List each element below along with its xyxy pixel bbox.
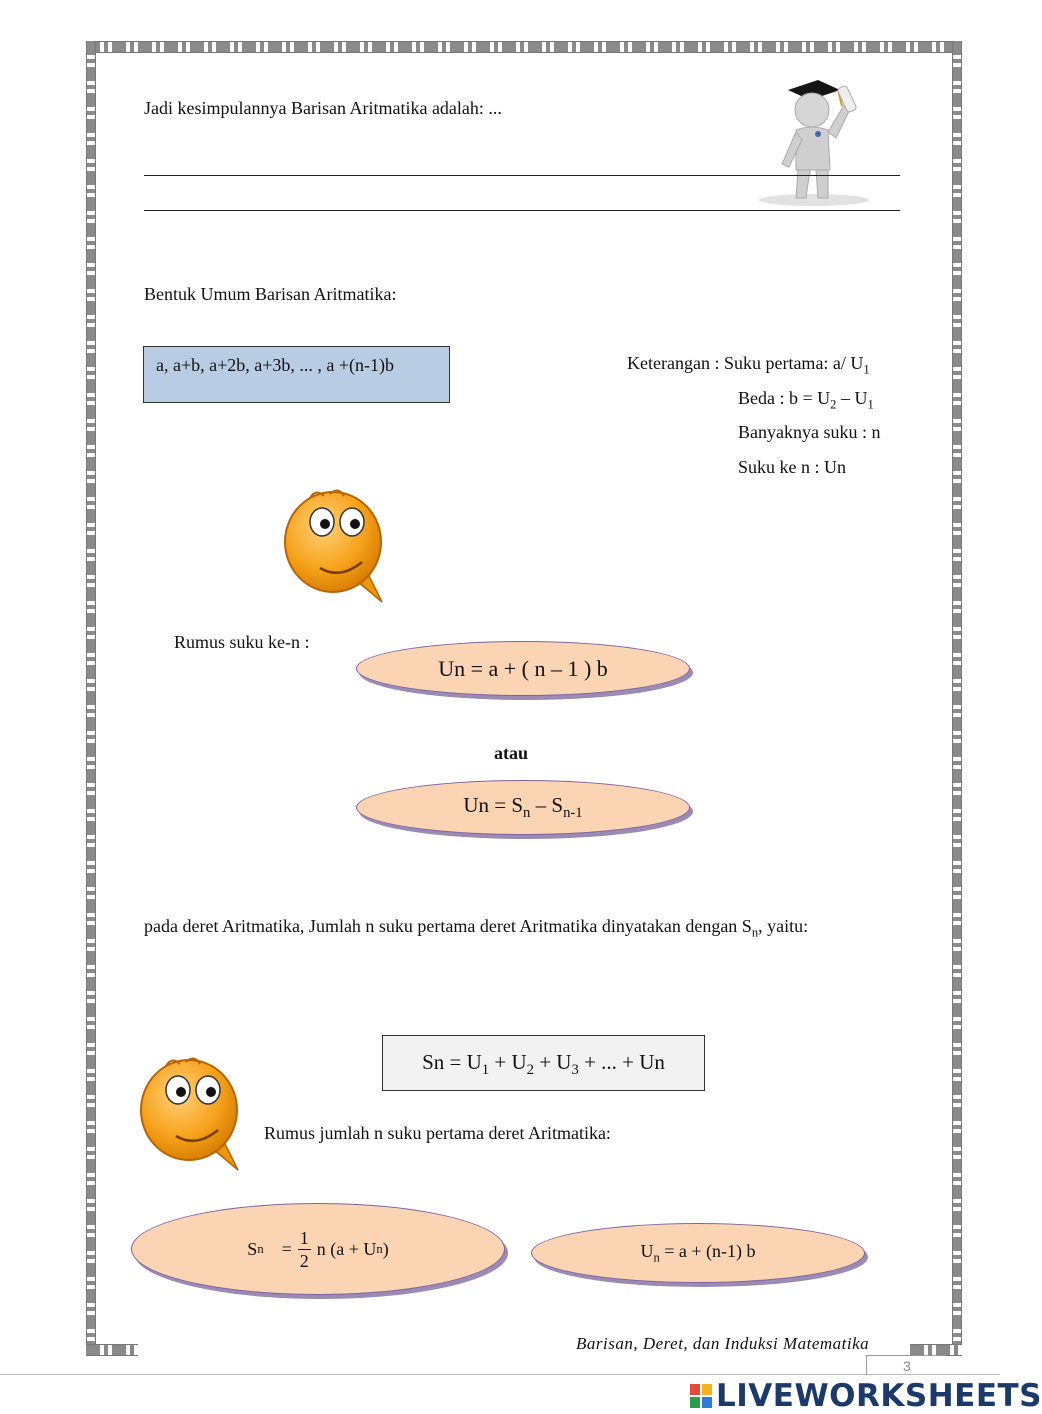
general-form-heading: Bentuk Umum Barisan Aritmatika: [144, 284, 397, 304]
alt-sub2: n-1 [563, 805, 583, 822]
un-rest: = a + (n-1) b [659, 1240, 756, 1261]
page-border-bottom-left [86, 1344, 138, 1356]
footer-separator [0, 1374, 1000, 1375]
frac-den: 2 [299, 1250, 309, 1271]
smiley-thinking-icon-2 [134, 1052, 244, 1174]
nth-term-label: Rumus suku ke-n : [174, 632, 310, 652]
sn-rhs-sub: n [376, 1241, 383, 1256]
liveworksheets-brand-text: LIVEWORKSHEETS [716, 1378, 1042, 1414]
answer-line-2[interactable] [144, 210, 900, 211]
sum-s2: 2 [526, 1062, 534, 1079]
alt-prefix: Un = S [463, 792, 524, 817]
notes-beda-prefix: Beda : b = U [738, 388, 831, 408]
sum-s3: 3 [571, 1062, 579, 1079]
footer-book-title: Barisan, Deret, dan Induksi Matematika [576, 1334, 870, 1353]
page-border-right [952, 41, 962, 1354]
alt-sub1: n [523, 805, 531, 822]
alt-mid: – S [530, 792, 564, 817]
notes-beda-mid: – U [836, 388, 868, 408]
page-number: 3 [903, 1358, 911, 1374]
notes-first-term [627, 353, 870, 378]
page-border-top [86, 41, 962, 53]
notes-difference [738, 388, 874, 413]
un-formula-ellipse [531, 1223, 865, 1283]
sum-formula-ellipse [131, 1203, 505, 1295]
notes-beda-sub2: 1 [867, 397, 874, 412]
sum-plus1: + U [489, 1050, 527, 1074]
un-sub: n [653, 1250, 660, 1265]
smiley-thinking-icon [278, 484, 388, 606]
notes-nth: Suku ke n : Un [738, 457, 846, 477]
frac-num: 1 [299, 1227, 309, 1248]
sum-tail: + ... + Un [578, 1050, 665, 1074]
sn-lhs-sub: n [257, 1241, 264, 1256]
general-form-box [143, 346, 450, 403]
notes-label: Keterangan : Suku pertama: a/ U [627, 353, 864, 373]
sn-rhs: n (a + U [316, 1238, 377, 1259]
page-number-divider [866, 1355, 867, 1375]
or-label: atau [494, 743, 529, 763]
sum-definition-box [382, 1035, 705, 1091]
nth-term-formula-ellipse [356, 641, 690, 696]
answer-line-1[interactable] [144, 175, 900, 176]
sum-sn: Sn = U [422, 1050, 482, 1074]
sn-equals: = [281, 1238, 292, 1259]
liveworksheets-logo-icon [690, 1384, 712, 1408]
notes-beda-sub1: 2 [830, 397, 837, 412]
sum-formula [247, 1227, 388, 1272]
series-text-suffix: , yaitu: [758, 916, 809, 936]
notes-count: Banyaknya suku : n [738, 422, 881, 442]
graduate-figure-illustration [752, 72, 882, 207]
conclusion-prompt: Jadi kesimpulannya Barisan Aritmatika adalah: ... [144, 98, 502, 118]
un-formula [640, 1241, 755, 1266]
liveworksheets-logo[interactable] [690, 1378, 1042, 1414]
sn-lhs: S [247, 1238, 258, 1259]
sum-plus2: + U [533, 1050, 572, 1074]
general-form-sequence: a, a+b, a+2b, a+3b, ... , a +(n-1)b [156, 355, 395, 375]
sn-rhs-end: ) [382, 1238, 389, 1259]
un-prefix: U [640, 1240, 654, 1261]
series-text-prefix: pada deret Aritmatika, Jumlah n suku pertama deret Aritmatika dinyatakan dengan S [144, 916, 752, 936]
notes-label-sub: 1 [863, 362, 870, 377]
nth-term-alt-formula [463, 793, 582, 822]
sum-formula-label: Rumus jumlah n suku pertama deret Aritmatika: [264, 1123, 611, 1143]
one-half-fraction [298, 1227, 311, 1272]
page-number-divider-top [866, 1355, 946, 1356]
sum-s1: 1 [481, 1062, 490, 1079]
nth-term-alt-ellipse [356, 780, 690, 835]
series-description [144, 916, 808, 941]
series-text-sub: n [751, 925, 759, 940]
nth-term-formula: Un = a + ( n – 1 ) b [438, 655, 608, 681]
page-border-left [86, 41, 96, 1354]
